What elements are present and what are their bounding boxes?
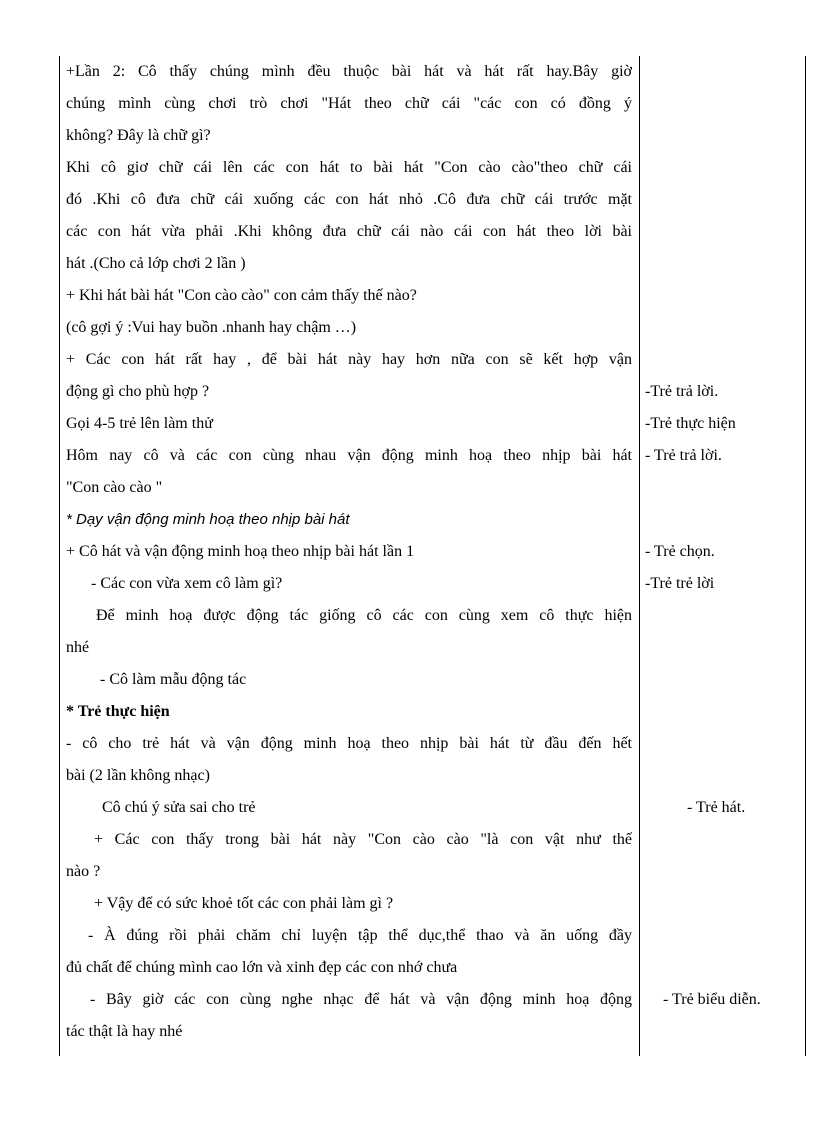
text-line: - cô cho trẻ hát và vận động minh hoạ theo nhịp bài hát từ đầu đến hết <box>66 735 632 752</box>
text-line: không? Đây là chữ gì? <box>66 127 211 144</box>
text-line: - Các con vừa xem cô làm gì? <box>91 575 283 592</box>
text-line: Gọi 4-5 trẻ lên làm thử <box>66 415 213 432</box>
text-line: bài (2 lần không nhạc) <box>66 767 210 784</box>
section-heading: * Dạy vận động minh hoạ theo nhịp bài hát <box>66 511 350 528</box>
text-line: +Lần 2: Cô thấy chúng mình đều thuộc bài hát và hát rất hay.Bây giờ <box>66 63 632 80</box>
text-line: "Con cào cào " <box>66 479 163 496</box>
child-response: - Trẻ biểu diễn. <box>663 991 761 1008</box>
text-line: các con hát vừa phải .Khi không đưa chữ cái nào cái con hát theo lời bài <box>66 223 632 240</box>
child-response: - Trẻ trả lời. <box>645 447 722 464</box>
text-line: - Bây giờ các con cùng nghe nhạc để hát và vận động minh hoạ động <box>90 991 632 1008</box>
text-line: Cô chú ý sửa sai cho trẻ <box>102 799 256 816</box>
text-line: + Khi hát bài hát "Con cào cào" con cảm thấy thế nào? <box>66 287 417 304</box>
child-response: -Trẻ trả lời. <box>645 383 719 400</box>
text-line: - À đúng rồi phải chăm chỉ luyện tập thể dục,thể thao và ăn uống đầy <box>88 927 632 944</box>
text-line: đó .Khi cô đưa chữ cái xuống các con hát nhỏ .Cô đưa chữ cái trước mặt <box>66 191 632 208</box>
text-line: + Các con hát rất hay , để bài hát này hay hơn nữa con sẽ kết hợp vận <box>66 351 632 368</box>
text-line: + Vậy để có sức khoẻ tốt các con phải làm gì ? <box>94 895 394 912</box>
text-line: Hôm nay cô và các con cùng nhau vận động minh hoạ theo nhịp bài hát <box>66 447 632 464</box>
text-line: hát .(Cho cả lớp chơi 2 lần ) <box>66 255 246 272</box>
text-line: nào ? <box>66 863 101 880</box>
child-response: - Trẻ hát. <box>687 799 746 816</box>
text-line: Để minh hoạ được động tác giống cô các con cùng xem cô thực hiện <box>96 607 632 624</box>
child-response: -Trẻ thực hiện <box>645 415 736 432</box>
text-line: Khi cô giơ chữ cái lên các con hát to bài hát "Con cào cào"theo chữ cái <box>66 159 632 176</box>
text-line: + Cô hát và vận động minh hoạ theo nhịp bài hát lần 1 <box>66 543 415 560</box>
table-right-border <box>805 56 806 1056</box>
table-left-border <box>59 56 60 1056</box>
table-column-divider <box>639 56 640 1056</box>
child-response: -Trẻ trẻ lời <box>645 575 715 592</box>
text-line: - Cô làm mẫu động tác <box>100 671 247 688</box>
text-line: + Các con thấy trong bài hát này "Con cào cào "là con vật như thế <box>94 831 632 848</box>
section-heading: * Trẻ thực hiện <box>66 703 170 720</box>
text-line: động gì cho phù hợp ? <box>66 383 210 400</box>
text-line: đủ chất để chúng mình cao lớn và xinh đẹp các con nhớ chưa <box>66 959 458 976</box>
text-line: (cô gợi ý :Vui hay buồn .nhanh hay chậm …) <box>66 319 357 336</box>
text-line: chúng mình cùng chơi trò chơi "Hát theo chữ cái "các con có đồng ý <box>66 95 632 112</box>
text-line: tác thật là hay nhé <box>66 1023 183 1040</box>
text-line: nhé <box>66 639 90 656</box>
child-response: - Trẻ chọn. <box>645 543 715 560</box>
